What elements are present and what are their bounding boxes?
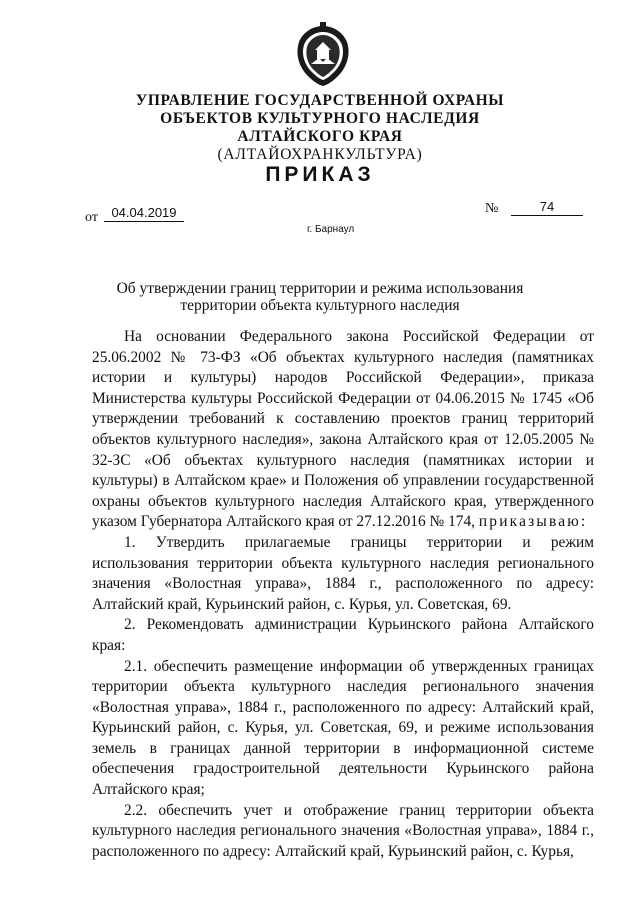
date-value: 04.04.2019 (104, 205, 184, 222)
preamble-paragraph (92, 327, 594, 533)
subject-line-1: Об утверждении границ территории и режима использования (116, 280, 524, 297)
subject-line-2: территории объекта культурного наследия (180, 297, 460, 314)
subject-heading (0, 280, 640, 314)
item-2-paragraph: 2. Рекомендовать администрации Курьинского района Алтайского края: (92, 616, 594, 654)
organization-name-line-1: УПРАВЛЕНИЕ ГОСУДАРСТВЕННОЙ ОХРАНЫ (135, 92, 505, 109)
item-1-paragraph: 1. Утвердить прилагаемые границы территории и режим использования территории объекта культурного наследия регионального значения «Волостная управа», 1884 г., расположенного по адресу: Алтайский край, Курьинский район, с. Курья, ул. Советская, 69. (92, 533, 594, 613)
preamble-text: На основании Федерального закона Российской Федерации от 25.06.2002 № 73-ФЗ «Об объектах культурного наследия (памятниках истории и культуры) народов Российской Федерации», приказа Министерства культуры Российской Федерации от 04.06.2015 № 1745 «Об утверждении требований к составлению проектов границ территорий объектов культурного наследия», закона Алтайского края от 12.05.2005 № 32-ЗС «Об объектах культурного наследия (памятниках истории и культуры) в Алтайском крае» и Положения об управлении государственной охраны объектов культурного наследия Алтайского края, утвержденного указом Губернатора Алтайского края от 27.12.2016 № 174, (92, 328, 594, 531)
document-type-title: ПРИКАЗ (265, 163, 375, 186)
document-body (92, 327, 594, 862)
item-2-2-paragraph: 2.2. обеспечить учет и отображение границ территории объекта культурного наследия регионального значения «Волостная управа», 1884 г., расположенного по адресу: Алтайский край, Курьинский район, с. Курья, (92, 801, 594, 860)
order-word: приказываю: (478, 513, 588, 531)
number-label: № (485, 201, 499, 216)
altai-krai-coat-of-arms-icon (293, 22, 353, 88)
date-label: от (85, 210, 98, 225)
item-2-1-paragraph: 2.1. обеспечить размещение информации об утвержденных границах территории объекта культурного наследия регионального значения «Волостная управа», 1884 г., расположенного по адресу: Алтайский край, Курьинский район, с. Курья, ул. Советская, 69, и режиме использования земель в границах данной территории в информационной системе обеспечения градостроительной деятельности Курьинского района Алтайского края; (92, 657, 594, 799)
city-label: г. Барнаул (307, 224, 355, 235)
number-value: 74 (511, 199, 583, 216)
organization-name-line-3: АЛТАЙСКОГО КРАЯ (237, 128, 403, 145)
organization-short-name: (АЛТАЙОХРАНКУЛЬТУРА) (217, 146, 423, 163)
organization-name-line-2: ОБЪЕКТОВ КУЛЬТУРНОГО НАСЛЕДИЯ (160, 110, 480, 127)
